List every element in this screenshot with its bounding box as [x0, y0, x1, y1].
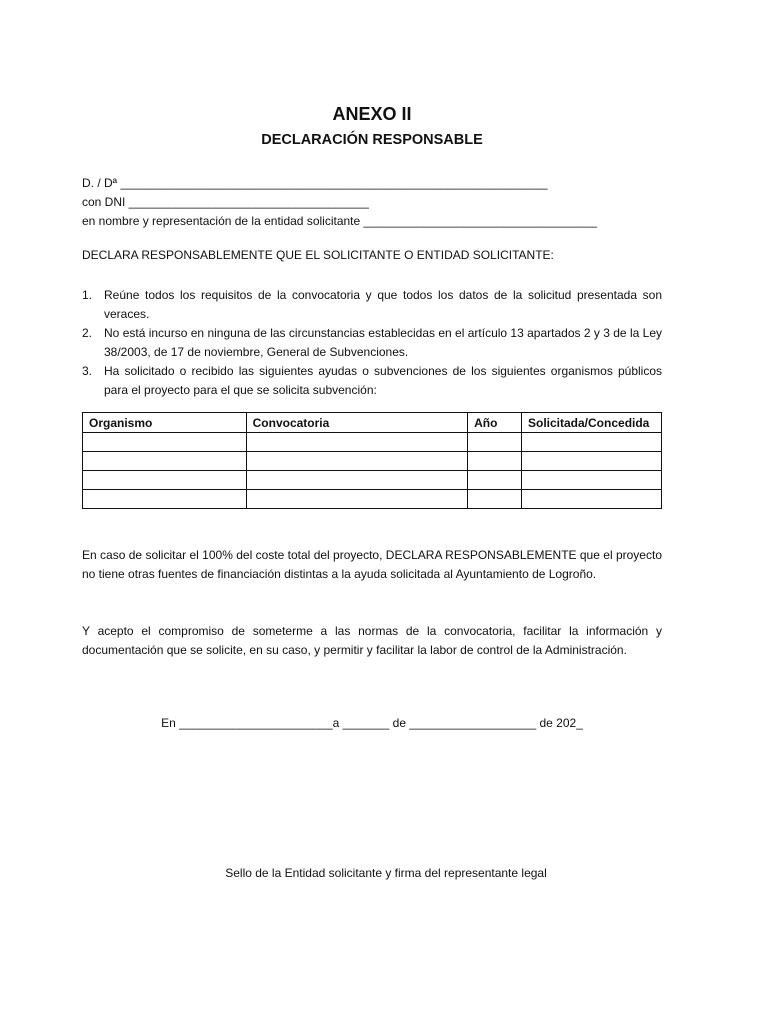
list-item-text: No está incurso en ninguna de las circunstancias establecidas en el artículo 13 apartados 2 y 3 de la Ley 38/2003, de 17 de noviembre, General de Subvenciones.: [104, 326, 662, 359]
list-item-number: 1.: [82, 288, 93, 302]
dni-field-line: con DNI ____________________________________: [82, 195, 369, 209]
applicant-fields: [82, 174, 662, 231]
table-cell[interactable]: [522, 490, 662, 509]
table-cell[interactable]: [468, 433, 522, 452]
table-cell[interactable]: [83, 433, 247, 452]
name-field-line: D. / Dª ________________________________________________________________: [82, 176, 548, 190]
table-cell[interactable]: [83, 490, 247, 509]
table-cell[interactable]: [83, 452, 247, 471]
declaration-heading: DECLARA RESPONSABLEMENTE QUE EL SOLICITANTE O ENTIDAD SOLICITANTE:: [82, 248, 554, 262]
column-header-organismo: Organismo: [83, 413, 247, 433]
table-cell[interactable]: [522, 433, 662, 452]
list-item: [82, 286, 662, 324]
table-cell[interactable]: [468, 490, 522, 509]
document-title: ANEXO II: [332, 104, 412, 124]
table-cell[interactable]: [83, 471, 247, 490]
table-cell[interactable]: [246, 471, 467, 490]
column-header-solicitada-concedida: Solicitada/Concedida: [522, 413, 662, 433]
representation-field-line: en nombre y representación de la entidad solicitante ___________________________________: [82, 214, 598, 228]
aid-table: [82, 412, 662, 509]
list-item: [82, 324, 662, 362]
list-item: [82, 362, 662, 400]
list-item-text: Ha solicitado o recibido las siguientes ayudas o subvenciones de los siguientes organismos públicos para el proyecto para el que se solicita subvención:: [104, 364, 662, 397]
table-row: [83, 471, 662, 490]
place-date-line: En _______________________a _______ de ___________________ de 202_: [161, 716, 583, 730]
table-cell[interactable]: [246, 490, 467, 509]
column-header-ano: Año: [468, 413, 522, 433]
table-cell[interactable]: [246, 433, 467, 452]
list-item-text: Reúne todos los requisitos de la convocatoria y que todos los datos de la solicitud presentada son veraces.: [104, 288, 662, 321]
table-cell[interactable]: [246, 452, 467, 471]
table-cell[interactable]: [522, 452, 662, 471]
table-cell[interactable]: [468, 471, 522, 490]
signature-caption: Sello de la Entidad solicitante y firma del representante legal: [225, 866, 547, 880]
table-header-row: [83, 413, 662, 433]
list-item-number: 3.: [82, 364, 93, 378]
list-item-number: 2.: [82, 326, 93, 340]
table-cell[interactable]: [522, 471, 662, 490]
commitment-paragraph: Y acepto el compromiso de someterme a las normas de la convocatoria, facilitar la información y documentación que se solicite, en su caso, y permitir y facilitar la labor de control de la Administración.: [82, 624, 662, 657]
table-cell[interactable]: [468, 452, 522, 471]
declaration-list: [82, 286, 662, 400]
table-row: [83, 433, 662, 452]
document-subtitle: DECLARACIÓN RESPONSABLE: [261, 132, 483, 148]
column-header-convocatoria: Convocatoria: [246, 413, 467, 433]
financing-declaration-paragraph: En caso de solicitar el 100% del coste total del proyecto, DECLARA RESPONSABLEMENTE que el proyecto no tiene otras fuentes de financiación distintas a la ayuda solicitada al Ayuntamiento de Logroño.: [82, 548, 662, 581]
table-row: [83, 452, 662, 471]
table-row: [83, 490, 662, 509]
